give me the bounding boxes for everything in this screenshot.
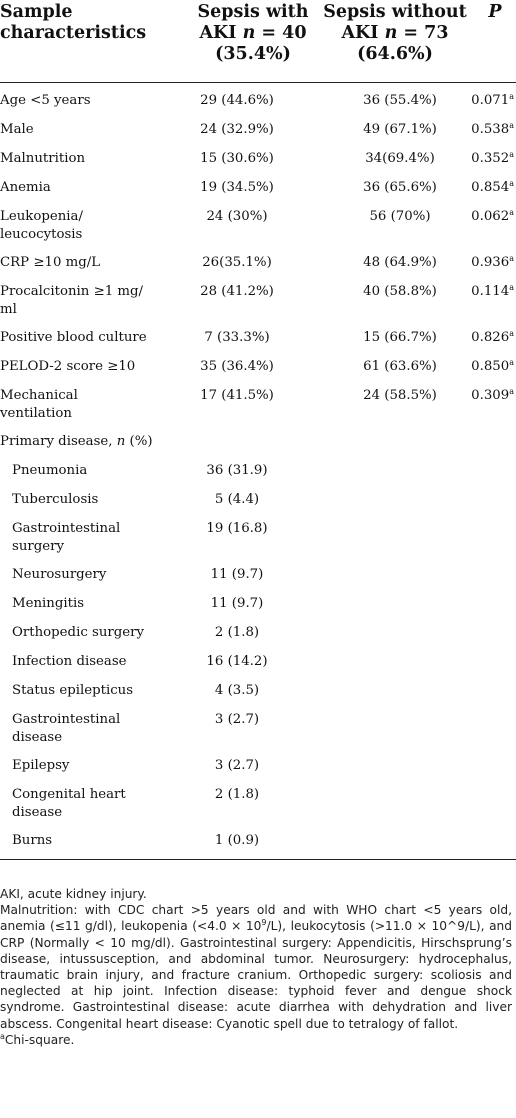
table-body <box>0 83 516 859</box>
row-label-line: Status epilepticus <box>12 683 134 698</box>
row-label-line: Anemia <box>0 180 51 195</box>
row-label <box>12 491 172 509</box>
primary-disease-row <box>0 653 516 671</box>
row-label-line: CRP ≥10 mg/L <box>0 255 101 270</box>
table-row <box>0 358 516 376</box>
cell-sepsis-without-aki: 49 (67.1%) <box>363 122 437 137</box>
cell-sepsis-with-aki: 15 (30.6%) <box>200 151 274 166</box>
cell-sepsis-without-aki: 34(69.4%) <box>365 151 435 166</box>
cell-primary-disease-count: 4 (3.5) <box>214 683 260 698</box>
row-label <box>12 624 172 642</box>
cell-sepsis-without-aki: 40 (58.8%) <box>363 284 437 299</box>
cell-primary-disease-count: 2 (1.8) <box>214 625 260 640</box>
table-header <box>0 0 516 83</box>
primary-disease-row <box>0 566 516 584</box>
cell-sepsis-without-aki: 36 (55.4%) <box>363 93 437 108</box>
row-label <box>0 283 172 319</box>
footnote-chi-square: $^a$Chi-square. <box>0 1031 75 1047</box>
row-label <box>0 358 172 376</box>
cell-p-value: 0.854$^a$ <box>471 179 514 195</box>
row-label-line: Leukopenia/ <box>0 209 83 224</box>
row-label-line: surgery <box>12 539 64 554</box>
row-label-line: ventilation <box>0 406 72 421</box>
cell-p-value: 0.826$^a$ <box>471 329 514 345</box>
cell-primary-disease-count: 3 (2.7) <box>214 758 260 773</box>
cell-p-value: 0.071$^a$ <box>471 92 514 108</box>
row-label <box>0 150 172 168</box>
row-label <box>12 682 172 700</box>
cell-p-value: 0.352$^a$ <box>471 150 514 166</box>
row-label-line: disease <box>12 805 63 820</box>
row-label <box>0 179 172 197</box>
row-label-line: Neurosurgery <box>12 567 107 582</box>
row-label-line: Pneumonia <box>12 463 88 478</box>
primary-disease-row <box>0 757 516 775</box>
cell-primary-disease-count: 11 (9.7) <box>210 567 264 582</box>
row-label <box>0 92 172 110</box>
row-label <box>12 757 172 775</box>
row-label <box>0 387 172 423</box>
row-label <box>0 121 172 139</box>
row-label-line: Malnutrition <box>0 151 86 166</box>
table-row <box>0 121 516 139</box>
row-label-line: Tuberculosis <box>12 492 99 507</box>
cell-p-value: 0.850$^a$ <box>471 358 514 374</box>
cell-sepsis-with-aki: 28 (41.2%) <box>200 284 274 299</box>
row-label-line: Orthopedic surgery <box>12 625 144 640</box>
table-row <box>0 179 516 197</box>
row-label-line: Gastrointestinal <box>12 521 121 536</box>
primary-disease-row <box>0 491 516 509</box>
table-row <box>0 208 516 244</box>
row-label-line: Gastrointestinal <box>12 712 121 727</box>
primary-disease-row <box>0 595 516 613</box>
cell-primary-disease-count: 5 (4.4) <box>214 492 260 507</box>
row-label-line: disease <box>12 730 63 745</box>
row-label <box>12 832 172 850</box>
cell-p-value: 0.936$^a$ <box>471 254 514 270</box>
primary-disease-row <box>0 682 516 700</box>
cell-sepsis-with-aki: 7 (33.3%) <box>204 330 270 345</box>
cell-sepsis-without-aki: 48 (64.9%) <box>363 255 437 270</box>
row-label <box>0 254 172 272</box>
cell-p-value: 0.538$^a$ <box>471 121 514 137</box>
primary-disease-row <box>0 832 516 850</box>
table-row <box>0 329 516 347</box>
cell-primary-disease-count: 36 (31.9) <box>206 463 268 478</box>
header-p-value: P <box>488 2 502 22</box>
row-label-line: Age <5 years <box>0 93 91 108</box>
table-row <box>0 254 516 272</box>
cell-primary-disease-count: 16 (14.2) <box>206 654 268 669</box>
primary-disease-heading <box>0 433 516 451</box>
table-row <box>0 387 516 423</box>
row-label-line: Epilepsy <box>12 758 70 773</box>
row-label-line: Male <box>0 122 34 137</box>
cell-sepsis-with-aki: 24 (32.9%) <box>200 122 274 137</box>
cell-primary-disease-count: 19 (16.8) <box>206 521 268 536</box>
header-sepsis-without-aki: Sepsis without AKI n = 73 (64.6%) <box>323 2 467 64</box>
cell-sepsis-with-aki: 17 (41.5%) <box>200 388 274 403</box>
row-label-line: Positive blood culture <box>0 330 147 345</box>
table-row <box>0 92 516 110</box>
cell-p-value: 0.062$^a$ <box>471 208 514 224</box>
row-label <box>12 711 172 747</box>
cell-sepsis-without-aki: 61 (63.6%) <box>363 359 437 374</box>
cell-sepsis-with-aki: 29 (44.6%) <box>200 93 274 108</box>
primary-disease-row <box>0 711 516 747</box>
row-label-line: Mechanical <box>0 388 78 403</box>
row-label-line: Congenital heart <box>12 787 126 802</box>
footnote-definitions: Malnutrition: with CDC chart >5 years old and with WHO chart <5 years old, anemia (≤11 g/dl), leukopenia $(<4.0 \times 10^9/L)$, leukocytosis (>11.0 × 10^9/L), and CRP (Normally < 10 mg/dl). Gastrointestinal surgery: Appendicitis, Hirschsprung’s disease, intussusception, and abdominal tumor. Neurosurgery: hydrocephalus, traumatic brain injury, and fracture cranium. Orthopedic surgery: scoliosis and neglected at hip joint. Infection disease: typhoid fever and dengue shock syndrome. Gastrointestinal disease: acute diarrhea with dehydration and liver abscess. Congenital heart disease: Cyanotic spell due to tetralogy of fallot. <box>0 903 512 1031</box>
table-footnotes <box>0 886 512 1048</box>
row-label <box>0 329 172 347</box>
cell-sepsis-with-aki: 35 (36.4%) <box>200 359 274 374</box>
cell-p-value: 0.114$^a$ <box>471 283 514 299</box>
cell-p-value: 0.309$^a$ <box>471 387 514 403</box>
header-sepsis-with-aki: Sepsis with AKI n = 40 (35.4%) <box>197 2 309 64</box>
row-label <box>0 208 172 244</box>
row-label <box>12 595 172 613</box>
primary-disease-label: Primary disease, n (%) <box>0 434 153 449</box>
row-label <box>12 462 172 480</box>
row-label-line: Burns <box>12 833 53 848</box>
footnote-abbreviation: AKI, acute kidney injury. <box>0 887 147 901</box>
row-label-line: leucocytosis <box>0 227 83 242</box>
row-label <box>12 653 172 671</box>
cell-primary-disease-count: 11 (9.7) <box>210 596 264 611</box>
row-label <box>12 566 172 584</box>
row-label-line: PELOD-2 score ≥10 <box>0 359 136 374</box>
table-row <box>0 150 516 168</box>
cell-primary-disease-count: 3 (2.7) <box>214 712 260 727</box>
cell-sepsis-without-aki: 56 (70%) <box>369 209 431 224</box>
cell-sepsis-without-aki: 15 (66.7%) <box>363 330 437 345</box>
table-row <box>0 283 516 319</box>
cell-sepsis-with-aki: 26(35.1%) <box>202 255 272 270</box>
cell-sepsis-with-aki: 24 (30%) <box>206 209 268 224</box>
row-label-line: ml <box>0 302 17 317</box>
row-label <box>12 786 172 822</box>
table-bottom-rule <box>0 859 516 860</box>
cell-primary-disease-count: 2 (1.8) <box>214 787 260 802</box>
header-sample-characteristics: Sample characteristics <box>0 2 147 43</box>
cell-sepsis-without-aki: 36 (65.6%) <box>363 180 437 195</box>
cell-sepsis-without-aki: 24 (58.5%) <box>363 388 437 403</box>
primary-disease-row <box>0 520 516 556</box>
primary-disease-row <box>0 624 516 642</box>
row-label <box>12 520 172 556</box>
row-label-line: Procalcitonin ≥1 mg/ <box>0 284 144 299</box>
cell-sepsis-with-aki: 19 (34.5%) <box>200 180 274 195</box>
cell-primary-disease-count: 1 (0.9) <box>214 833 260 848</box>
row-label-line: Meningitis <box>12 596 85 611</box>
primary-disease-row <box>0 786 516 822</box>
primary-disease-row <box>0 462 516 480</box>
row-label-line: Infection disease <box>12 654 127 669</box>
